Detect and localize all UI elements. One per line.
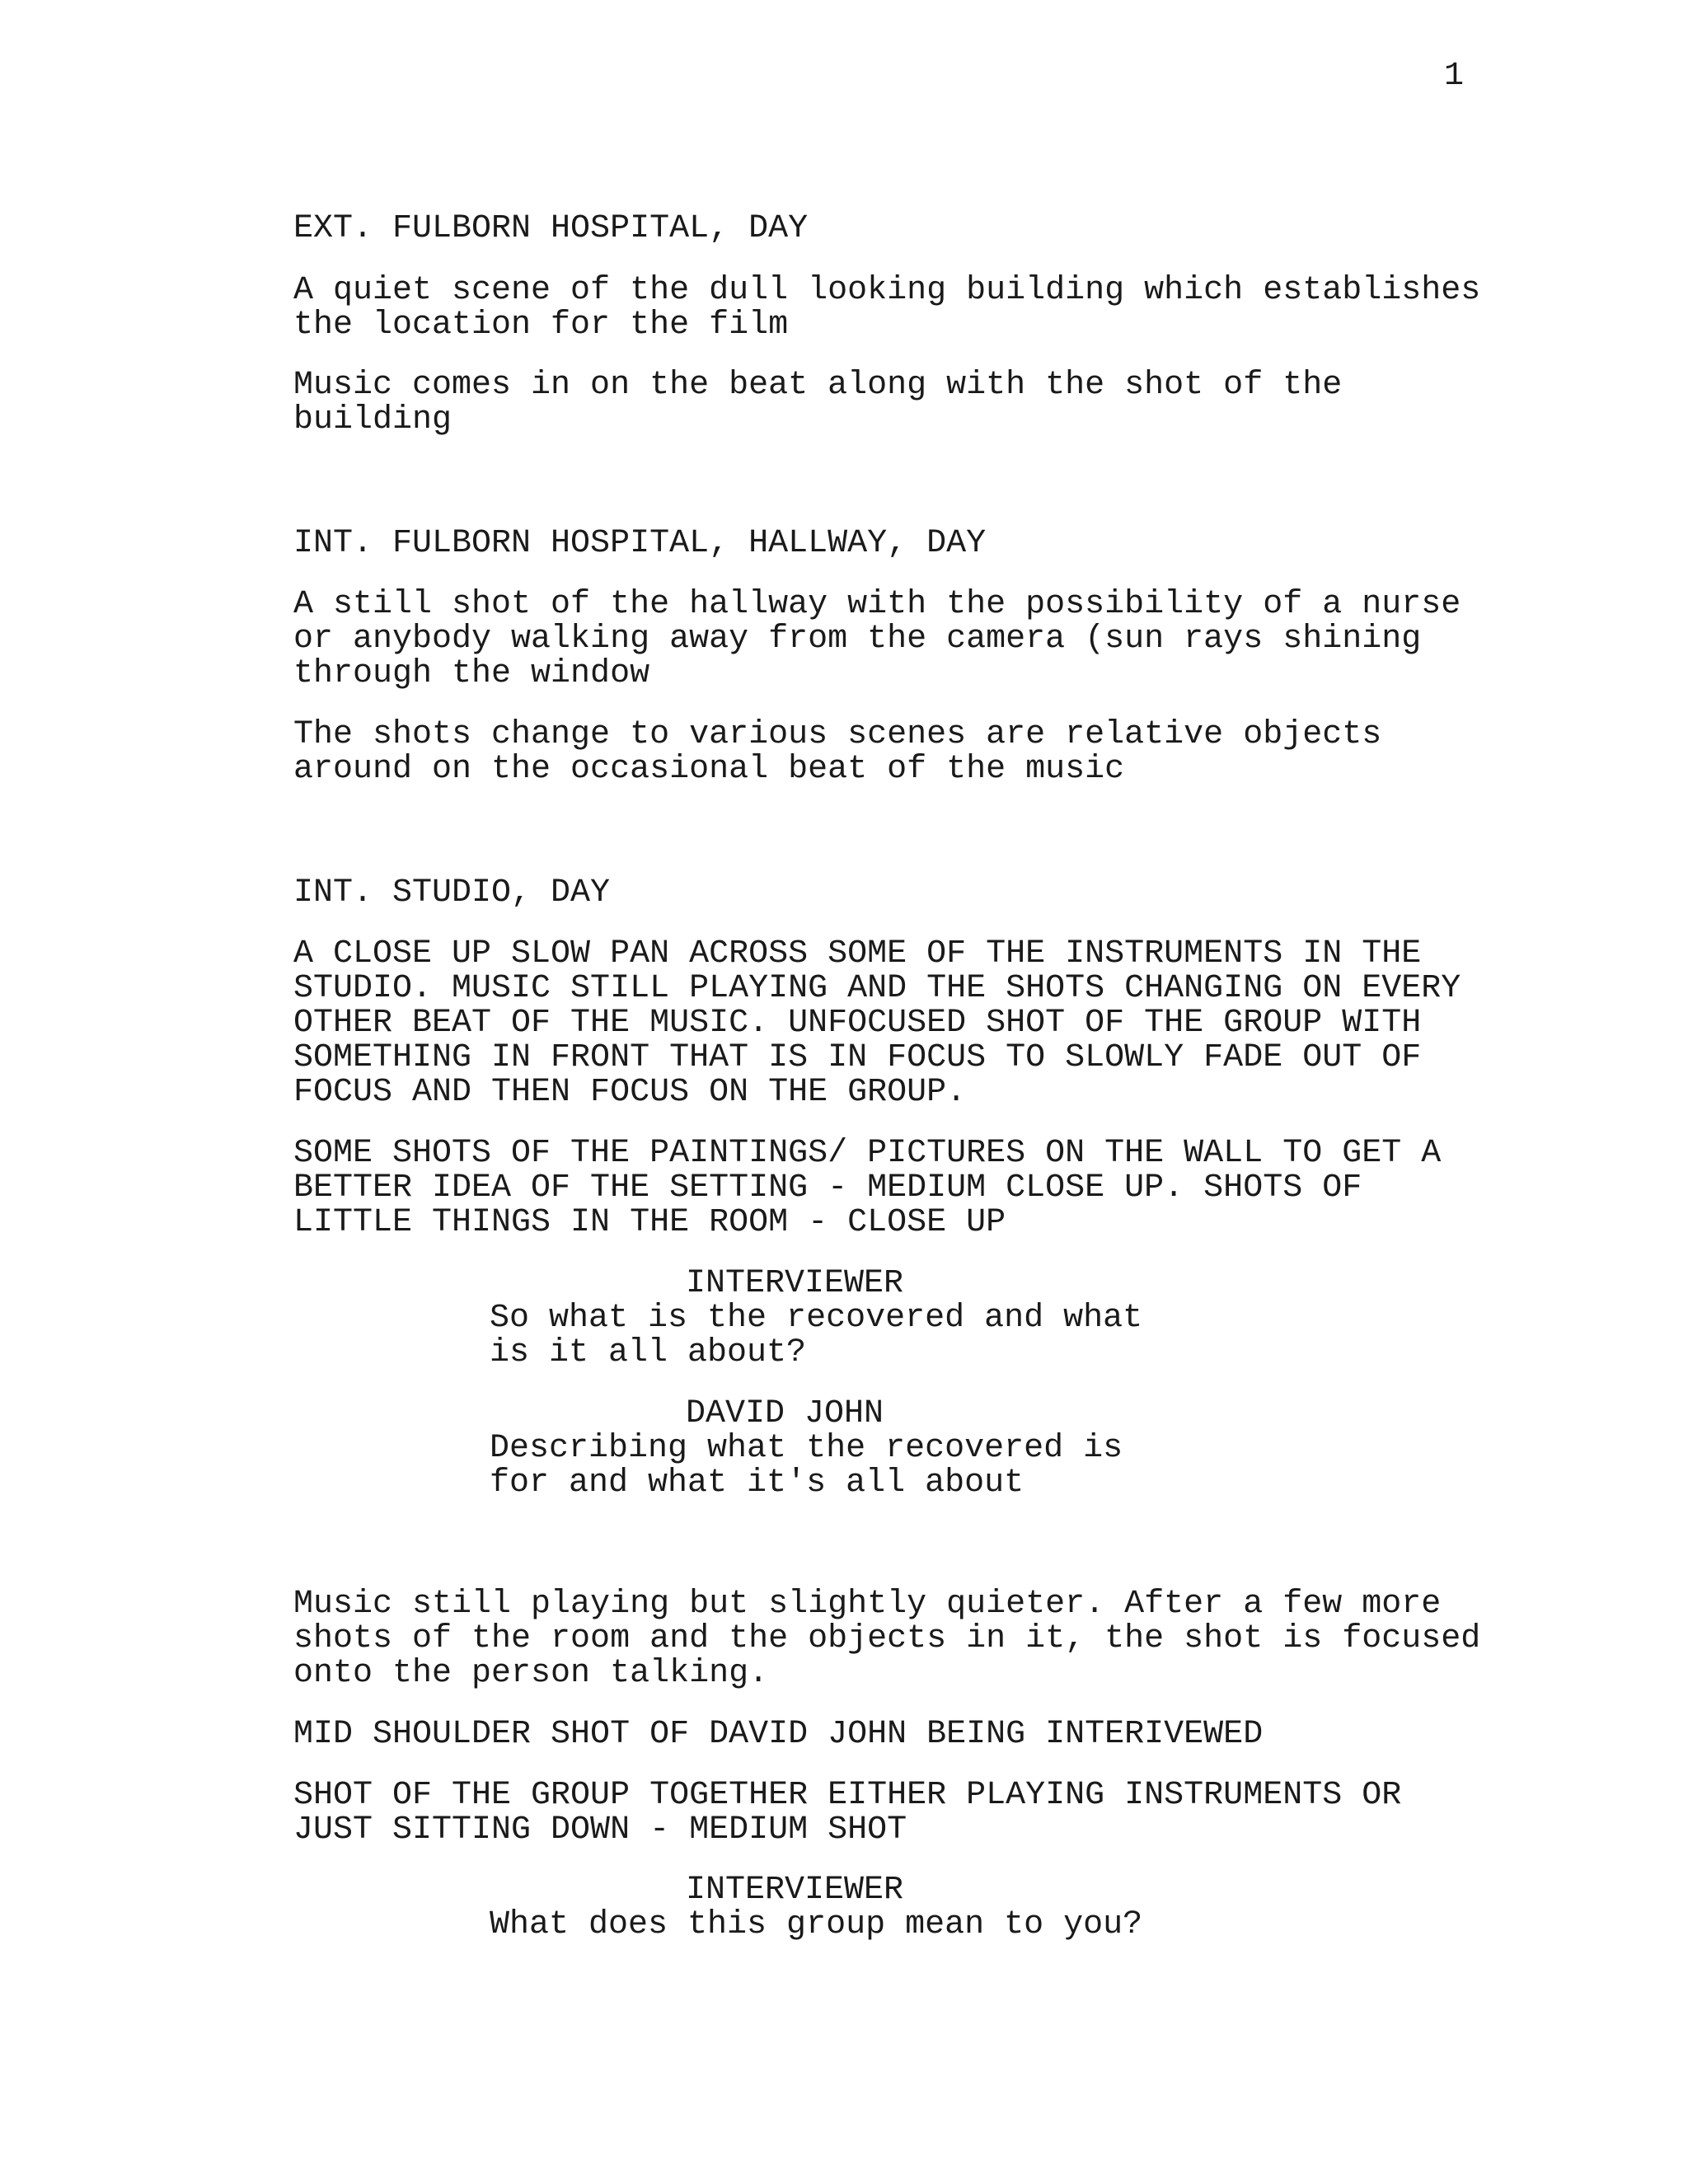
- action-line: A still shot of the hallway with the possibility of a nurse: [293, 586, 1461, 623]
- dialogue-line: So what is the recovered and what: [490, 1300, 1143, 1337]
- action-paragraph: [293, 1137, 1441, 1240]
- dialogue-line: for and what it's all about: [490, 1465, 1025, 1502]
- action-line: through the window: [293, 655, 650, 692]
- action-line: onto the person talking.: [293, 1655, 769, 1692]
- scene-heading: INT. STUDIO, DAY: [293, 874, 611, 912]
- action-paragraph: [293, 1587, 1480, 1691]
- dialogue: [490, 1432, 1123, 1501]
- action-line: SOME SHOTS OF THE PAINTINGS/ PICTURES ON THE WALL TO GET A: [293, 1135, 1442, 1172]
- action-line: OTHER BEAT OF THE MUSIC. UNFOCUSED SHOT OF THE GROUP WITH: [293, 1005, 1422, 1042]
- action-line: The shots change to various scenes are relative objects: [293, 716, 1382, 753]
- action-line: STUDIO. MUSIC STILL PLAYING AND THE SHOTS CHANGING ON EVERY: [293, 970, 1461, 1007]
- action-line: Music still playing but slightly quieter. After a few more: [293, 1586, 1442, 1623]
- action-paragraph: [293, 1718, 1263, 1752]
- action-paragraph: [293, 937, 1461, 1110]
- dialogue: [490, 1301, 1142, 1371]
- action-line: building: [293, 401, 452, 438]
- character-name: INTERVIEWER: [686, 1265, 904, 1302]
- scene-heading: EXT. FULBORN HOSPITAL, DAY: [293, 210, 809, 247]
- action-line: shots of the room and the objects in it, the shot is focused: [293, 1620, 1481, 1657]
- dialogue: [490, 1908, 1142, 1943]
- action-line: LITTLE THINGS IN THE ROOM - CLOSE UP: [293, 1204, 1006, 1241]
- page-number: 1: [1444, 58, 1465, 95]
- action-line: or anybody walking away from the camera (sun rays shining: [293, 621, 1422, 658]
- action-line: BETTER IDEA OF THE SETTING - MEDIUM CLOSE UP. SHOTS OF: [293, 1169, 1362, 1207]
- action-paragraph: [293, 368, 1342, 438]
- character-name: INTERVIEWER: [686, 1872, 904, 1909]
- action-paragraph: [293, 274, 1480, 343]
- action-line: SOMETHING IN FRONT THAT IS IN FOCUS TO SLOWLY FADE OUT OF: [293, 1039, 1422, 1076]
- action-line: FOCUS AND THEN FOCUS ON THE GROUP.: [293, 1074, 967, 1111]
- action-line: A CLOSE UP SLOW PAN ACROSS SOME OF THE INSTRUMENTS IN THE: [293, 935, 1422, 972]
- action-line: Music comes in on the beat along with the shot of the: [293, 367, 1343, 404]
- dialogue-line: is it all about?: [490, 1334, 807, 1371]
- dialogue-line: What does this group mean to you?: [490, 1906, 1143, 1943]
- action-line: around on the occasional beat of the music: [293, 751, 1125, 788]
- action-paragraph: [293, 718, 1381, 787]
- action-line: JUST SITTING DOWN - MEDIUM SHOT: [293, 1811, 907, 1849]
- action-paragraph: [293, 588, 1461, 691]
- action-line: A quiet scene of the dull looking building which establishes: [293, 272, 1481, 309]
- character-name: DAVID JOHN: [686, 1395, 884, 1432]
- action-line: the location for the film: [293, 307, 789, 344]
- action-line: MID SHOULDER SHOT OF DAVID JOHN BEING INTERIVEWED: [293, 1716, 1264, 1753]
- dialogue-line: Describing what the recovered is: [490, 1430, 1123, 1467]
- action-line: SHOT OF THE GROUP TOGETHER EITHER PLAYING INSTRUMENTS OR: [293, 1777, 1402, 1814]
- action-paragraph: [293, 1779, 1401, 1848]
- scene-heading: INT. FULBORN HOSPITAL, HALLWAY, DAY: [293, 525, 987, 562]
